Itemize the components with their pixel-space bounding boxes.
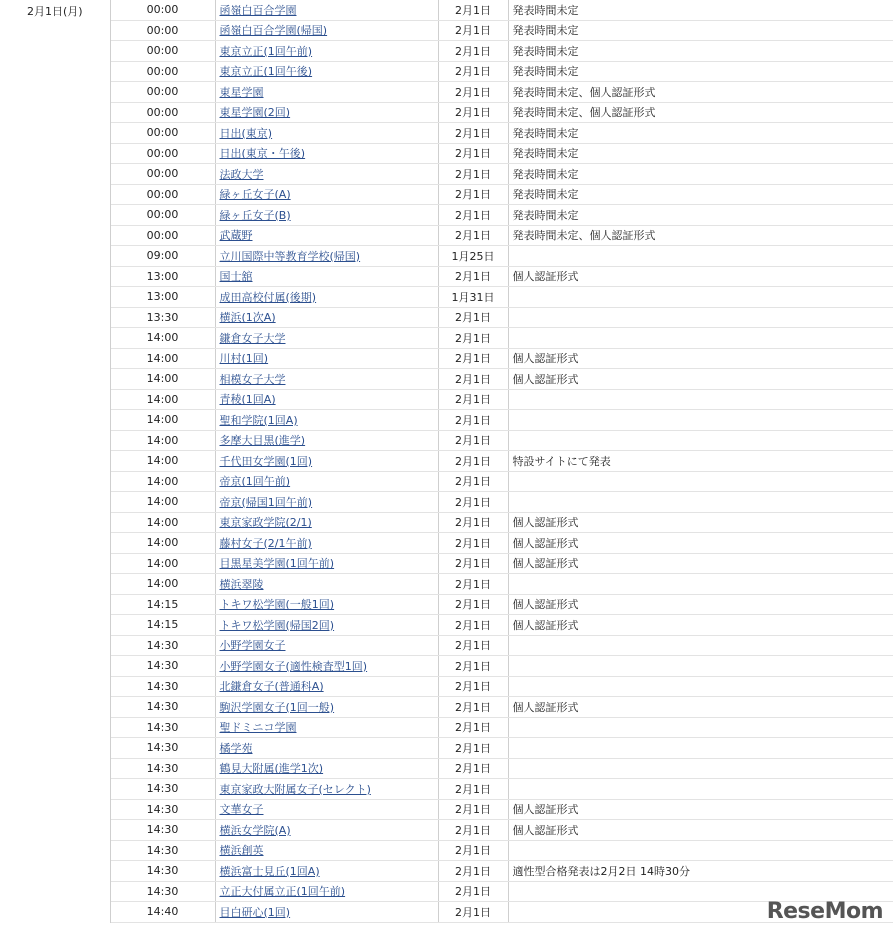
announce-note: 個人認証形式	[508, 799, 893, 820]
exam-day: 2月1日	[438, 574, 508, 595]
exam-day: 2月1日	[438, 471, 508, 492]
school-cell	[215, 41, 438, 62]
exam-day: 2月1日	[438, 348, 508, 369]
announce-time: 14:00	[110, 451, 215, 472]
school-cell	[215, 82, 438, 103]
school-link[interactable]: 横浜(1次A)	[219, 311, 276, 325]
announce-time: 14:00	[110, 328, 215, 349]
table-row	[0, 799, 893, 820]
school-link[interactable]: 立正大付属立正(1回午前)	[219, 885, 346, 899]
school-cell	[215, 307, 438, 328]
exam-day: 2月1日	[438, 697, 508, 718]
announce-time: 14:00	[110, 574, 215, 595]
table-row	[0, 881, 893, 902]
school-cell	[215, 143, 438, 164]
school-link[interactable]: 小野学園女子(適性検査型1回)	[219, 659, 368, 673]
table-row	[0, 266, 893, 287]
exam-day: 2月1日	[438, 143, 508, 164]
announce-time: 00:00	[110, 61, 215, 82]
table-row	[0, 143, 893, 164]
exam-day: 2月1日	[438, 20, 508, 41]
exam-day: 2月1日	[438, 82, 508, 103]
exam-day: 2月1日	[438, 205, 508, 226]
announce-note: 発表時間未定	[508, 164, 893, 185]
table-row	[0, 369, 893, 390]
exam-date-cell: 2月1日(月)	[0, 0, 110, 922]
table-row	[0, 307, 893, 328]
announce-time: 14:30	[110, 676, 215, 697]
school-cell	[215, 328, 438, 349]
announce-note: 適性型合格発表は2月2日 14時30分	[508, 861, 893, 882]
announce-note: 個人認証形式	[508, 369, 893, 390]
school-cell	[215, 389, 438, 410]
announce-note: 個人認証形式	[508, 594, 893, 615]
announce-time: 14:30	[110, 738, 215, 759]
announce-note: 特設サイトにて発表	[508, 451, 893, 472]
table-row	[0, 389, 893, 410]
exam-day: 2月1日	[438, 902, 508, 923]
announce-time: 14:15	[110, 594, 215, 615]
exam-day: 2月1日	[438, 123, 508, 144]
exam-day: 2月1日	[438, 615, 508, 636]
announce-time: 14:30	[110, 635, 215, 656]
table-row	[0, 184, 893, 205]
announce-note	[508, 676, 893, 697]
table-row	[0, 82, 893, 103]
school-link[interactable]: 青稜(1回A)	[219, 393, 276, 407]
announce-note	[508, 840, 893, 861]
announce-note	[508, 779, 893, 800]
exam-day: 1月25日	[438, 246, 508, 267]
school-cell	[215, 574, 438, 595]
school-cell	[215, 533, 438, 554]
exam-day: 2月1日	[438, 594, 508, 615]
school-link[interactable]: 東京立正(1回午後)	[219, 65, 313, 79]
school-cell	[215, 738, 438, 759]
exam-day: 2月1日	[438, 184, 508, 205]
exam-day: 2月1日	[438, 676, 508, 697]
school-link[interactable]: 帝京(1回午前)	[219, 475, 291, 489]
announce-note: 発表時間未定、個人認証形式	[508, 225, 893, 246]
table-row	[0, 533, 893, 554]
table-row	[0, 656, 893, 677]
table-row	[0, 0, 893, 20]
table-row	[0, 738, 893, 759]
school-link[interactable]: 横浜富士見丘(1回A)	[219, 864, 320, 878]
school-link[interactable]: 国士舘	[219, 270, 253, 284]
school-link[interactable]: 千代田女学園(1回)	[219, 454, 313, 468]
school-link[interactable]: 東星学園(2回)	[219, 106, 291, 120]
announce-time: 14:00	[110, 533, 215, 554]
announce-time: 14:30	[110, 861, 215, 882]
announce-note: 個人認証形式	[508, 820, 893, 841]
table-row	[0, 553, 893, 574]
table-row	[0, 574, 893, 595]
announce-time: 00:00	[110, 82, 215, 103]
announce-note: 発表時間未定	[508, 20, 893, 41]
table-row	[0, 615, 893, 636]
table-row	[0, 820, 893, 841]
announce-note: 発表時間未定	[508, 205, 893, 226]
school-cell	[215, 902, 438, 923]
table-row	[0, 61, 893, 82]
school-link[interactable]: 緑ヶ丘女子(A)	[219, 188, 291, 202]
school-link[interactable]: 日出(東京)	[219, 126, 273, 140]
table-row	[0, 246, 893, 267]
exam-day: 2月1日	[438, 164, 508, 185]
announce-time: 14:15	[110, 615, 215, 636]
exam-day: 2月1日	[438, 533, 508, 554]
exam-day: 2月1日	[438, 717, 508, 738]
exam-day: 2月1日	[438, 758, 508, 779]
school-link[interactable]: 東京家政学院(2/1)	[219, 516, 312, 530]
school-link[interactable]: 函嶺白百合学園(帰国)	[219, 24, 328, 38]
school-cell	[215, 451, 438, 472]
table-row	[0, 902, 893, 923]
announce-note	[508, 430, 893, 451]
announce-note: 個人認証形式	[508, 533, 893, 554]
school-link[interactable]: 法政大学	[219, 167, 264, 181]
exam-day: 2月1日	[438, 328, 508, 349]
school-cell	[215, 656, 438, 677]
exam-day: 2月1日	[438, 225, 508, 246]
school-link[interactable]: 聖ドミニコ学園	[219, 721, 297, 735]
school-cell	[215, 205, 438, 226]
table-row	[0, 697, 893, 718]
exam-day: 2月1日	[438, 307, 508, 328]
exam-day: 2月1日	[438, 881, 508, 902]
announce-note	[508, 717, 893, 738]
school-link[interactable]: 藤村女子(2/1午前)	[219, 536, 312, 550]
announce-note: 発表時間未定	[508, 123, 893, 144]
school-link[interactable]: 横浜翠陵	[219, 577, 264, 591]
announce-note	[508, 635, 893, 656]
school-link[interactable]: 緑ヶ丘女子(B)	[219, 208, 291, 222]
announce-time: 14:30	[110, 840, 215, 861]
school-link[interactable]: 文華女子	[219, 803, 264, 817]
exam-day: 2月1日	[438, 512, 508, 533]
exam-day: 2月1日	[438, 840, 508, 861]
school-cell	[215, 348, 438, 369]
school-cell	[215, 697, 438, 718]
school-link[interactable]: 多摩大目黒(進学)	[219, 434, 306, 448]
table-row	[0, 492, 893, 513]
school-cell	[215, 246, 438, 267]
table-row	[0, 594, 893, 615]
school-cell	[215, 717, 438, 738]
school-cell	[215, 881, 438, 902]
announce-time: 00:00	[110, 143, 215, 164]
table-row	[0, 430, 893, 451]
table-row	[0, 779, 893, 800]
school-cell	[215, 164, 438, 185]
announce-time: 00:00	[110, 184, 215, 205]
announce-time: 14:00	[110, 430, 215, 451]
table-row	[0, 225, 893, 246]
announce-time: 00:00	[110, 225, 215, 246]
school-cell	[215, 512, 438, 533]
announce-time: 14:00	[110, 410, 215, 431]
announce-note	[508, 492, 893, 513]
announce-time: 00:00	[110, 123, 215, 144]
announce-time: 14:30	[110, 717, 215, 738]
announce-time: 14:00	[110, 471, 215, 492]
announce-time: 14:40	[110, 902, 215, 923]
school-cell	[215, 799, 438, 820]
announce-note: 発表時間未定	[508, 0, 893, 20]
announce-note: 発表時間未定	[508, 184, 893, 205]
announce-note	[508, 328, 893, 349]
exam-day: 2月1日	[438, 799, 508, 820]
school-cell	[215, 758, 438, 779]
announce-note	[508, 574, 893, 595]
announce-time: 13:30	[110, 307, 215, 328]
exam-day: 2月1日	[438, 0, 508, 20]
school-cell	[215, 184, 438, 205]
school-link[interactable]: 橘学苑	[219, 741, 253, 755]
school-cell	[215, 430, 438, 451]
announce-time: 13:00	[110, 266, 215, 287]
announce-time: 14:30	[110, 779, 215, 800]
school-link[interactable]: 小野学園女子	[219, 639, 286, 653]
announce-time: 14:00	[110, 553, 215, 574]
table-row	[0, 410, 893, 431]
announce-time: 00:00	[110, 205, 215, 226]
school-cell	[215, 553, 438, 574]
school-cell	[215, 369, 438, 390]
school-link[interactable]: 日出(東京・午後)	[219, 147, 306, 161]
school-link[interactable]: 立川国際中等教育学校(帰国)	[219, 249, 361, 263]
announce-note: 発表時間未定	[508, 143, 893, 164]
school-link[interactable]: 目白研心(1回)	[219, 905, 291, 919]
exam-day: 2月1日	[438, 553, 508, 574]
announce-time: 14:00	[110, 492, 215, 513]
table-row	[0, 840, 893, 861]
announce-note: 発表時間未定	[508, 41, 893, 62]
announce-time: 14:00	[110, 512, 215, 533]
resemom-logo: ReseMom	[766, 899, 883, 924]
announce-time: 14:30	[110, 820, 215, 841]
table-row	[0, 471, 893, 492]
announce-time: 14:30	[110, 799, 215, 820]
school-link[interactable]: トキワ松学園(帰国2回)	[219, 618, 335, 632]
table-row	[0, 451, 893, 472]
exam-day: 2月1日	[438, 41, 508, 62]
school-link[interactable]: 横浜創英	[219, 844, 264, 858]
school-cell	[215, 635, 438, 656]
exam-day: 2月1日	[438, 61, 508, 82]
table-row	[0, 676, 893, 697]
announce-time: 14:00	[110, 348, 215, 369]
exam-day: 2月1日	[438, 451, 508, 472]
announce-note	[508, 758, 893, 779]
table-row	[0, 205, 893, 226]
announce-time: 14:30	[110, 758, 215, 779]
table-row	[0, 164, 893, 185]
school-link[interactable]: 成田高校付属(後期)	[219, 290, 317, 304]
exam-day: 2月1日	[438, 779, 508, 800]
announce-note: 発表時間未定、個人認証形式	[508, 82, 893, 103]
announce-note	[508, 287, 893, 308]
school-link[interactable]: 鶴見大附属(進学1次)	[219, 762, 324, 776]
school-cell	[215, 676, 438, 697]
announce-note: 発表時間未定	[508, 61, 893, 82]
exam-day: 2月1日	[438, 861, 508, 882]
announce-note	[508, 738, 893, 759]
announce-note: 個人認証形式	[508, 697, 893, 718]
school-cell	[215, 266, 438, 287]
table-row	[0, 348, 893, 369]
school-cell	[215, 20, 438, 41]
school-cell	[215, 492, 438, 513]
school-link[interactable]: 東京家政大附属女子(セレクト)	[219, 782, 371, 796]
announce-note: 個人認証形式	[508, 266, 893, 287]
school-link[interactable]: 駒沢学園女子(1回一般)	[219, 700, 335, 714]
announce-time: 09:00	[110, 246, 215, 267]
exam-day: 2月1日	[438, 102, 508, 123]
school-link[interactable]: 鎌倉女子大学	[219, 331, 286, 345]
exam-day: 2月1日	[438, 492, 508, 513]
announce-note	[508, 410, 893, 431]
exam-day: 2月1日	[438, 656, 508, 677]
school-cell	[215, 820, 438, 841]
table-row	[0, 287, 893, 308]
announce-time: 00:00	[110, 164, 215, 185]
announce-time: 14:30	[110, 697, 215, 718]
announce-time: 13:00	[110, 287, 215, 308]
school-link[interactable]: 函嶺白百合学園	[219, 3, 297, 17]
exam-day: 2月1日	[438, 389, 508, 410]
table-row	[0, 328, 893, 349]
school-cell	[215, 61, 438, 82]
school-cell	[215, 102, 438, 123]
school-cell	[215, 594, 438, 615]
announce-note: 発表時間未定、個人認証形式	[508, 102, 893, 123]
school-link[interactable]: 武蔵野	[219, 229, 253, 243]
announce-note: 個人認証形式	[508, 553, 893, 574]
school-link[interactable]: 川村(1回)	[219, 352, 269, 366]
announce-note	[508, 246, 893, 267]
school-cell	[215, 861, 438, 882]
announce-time: 14:30	[110, 881, 215, 902]
table-row	[0, 512, 893, 533]
school-link[interactable]: 東星学園	[219, 85, 264, 99]
school-link[interactable]: 帝京(帰国1回午前)	[219, 495, 313, 509]
school-cell	[215, 0, 438, 20]
exam-day: 2月1日	[438, 410, 508, 431]
school-cell	[215, 287, 438, 308]
announce-time: 00:00	[110, 20, 215, 41]
announce-note	[508, 656, 893, 677]
school-link[interactable]: 東京立正(1回午前)	[219, 44, 313, 58]
exam-day: 2月1日	[438, 635, 508, 656]
school-link[interactable]: 相模女子大学	[219, 372, 286, 386]
announce-note: 個人認証形式	[508, 512, 893, 533]
announce-time: 00:00	[110, 0, 215, 20]
announce-time: 14:00	[110, 389, 215, 410]
table-row	[0, 758, 893, 779]
exam-day: 1月31日	[438, 287, 508, 308]
announce-time: 14:00	[110, 369, 215, 390]
school-cell	[215, 123, 438, 144]
school-cell	[215, 615, 438, 636]
exam-day: 2月1日	[438, 820, 508, 841]
table-row	[0, 102, 893, 123]
table-row	[0, 861, 893, 882]
table-row	[0, 717, 893, 738]
table-row	[0, 41, 893, 62]
announce-time: 00:00	[110, 41, 215, 62]
school-cell	[215, 471, 438, 492]
announce-note	[508, 471, 893, 492]
school-cell	[215, 779, 438, 800]
announce-note: 個人認証形式	[508, 348, 893, 369]
school-link[interactable]: 北鎌倉女子(普通科A)	[219, 680, 324, 694]
announce-note: 個人認証形式	[508, 615, 893, 636]
school-link[interactable]: 聖和学院(1回A)	[219, 413, 298, 427]
announce-note	[508, 389, 893, 410]
school-link[interactable]: トキワ松学園(一般1回)	[219, 598, 335, 612]
school-cell	[215, 410, 438, 431]
exam-day: 2月1日	[438, 266, 508, 287]
announce-time: 14:30	[110, 656, 215, 677]
table-row	[0, 20, 893, 41]
school-cell	[215, 840, 438, 861]
exam-day: 2月1日	[438, 738, 508, 759]
announce-time: 00:00	[110, 102, 215, 123]
table-row	[0, 635, 893, 656]
school-link[interactable]: 目黒星美学園(1回午前)	[219, 557, 335, 571]
exam-day: 2月1日	[438, 430, 508, 451]
exam-day: 2月1日	[438, 369, 508, 390]
table-row	[0, 123, 893, 144]
announce-note	[508, 307, 893, 328]
school-link[interactable]: 横浜女学院(A)	[219, 823, 291, 837]
school-cell	[215, 225, 438, 246]
